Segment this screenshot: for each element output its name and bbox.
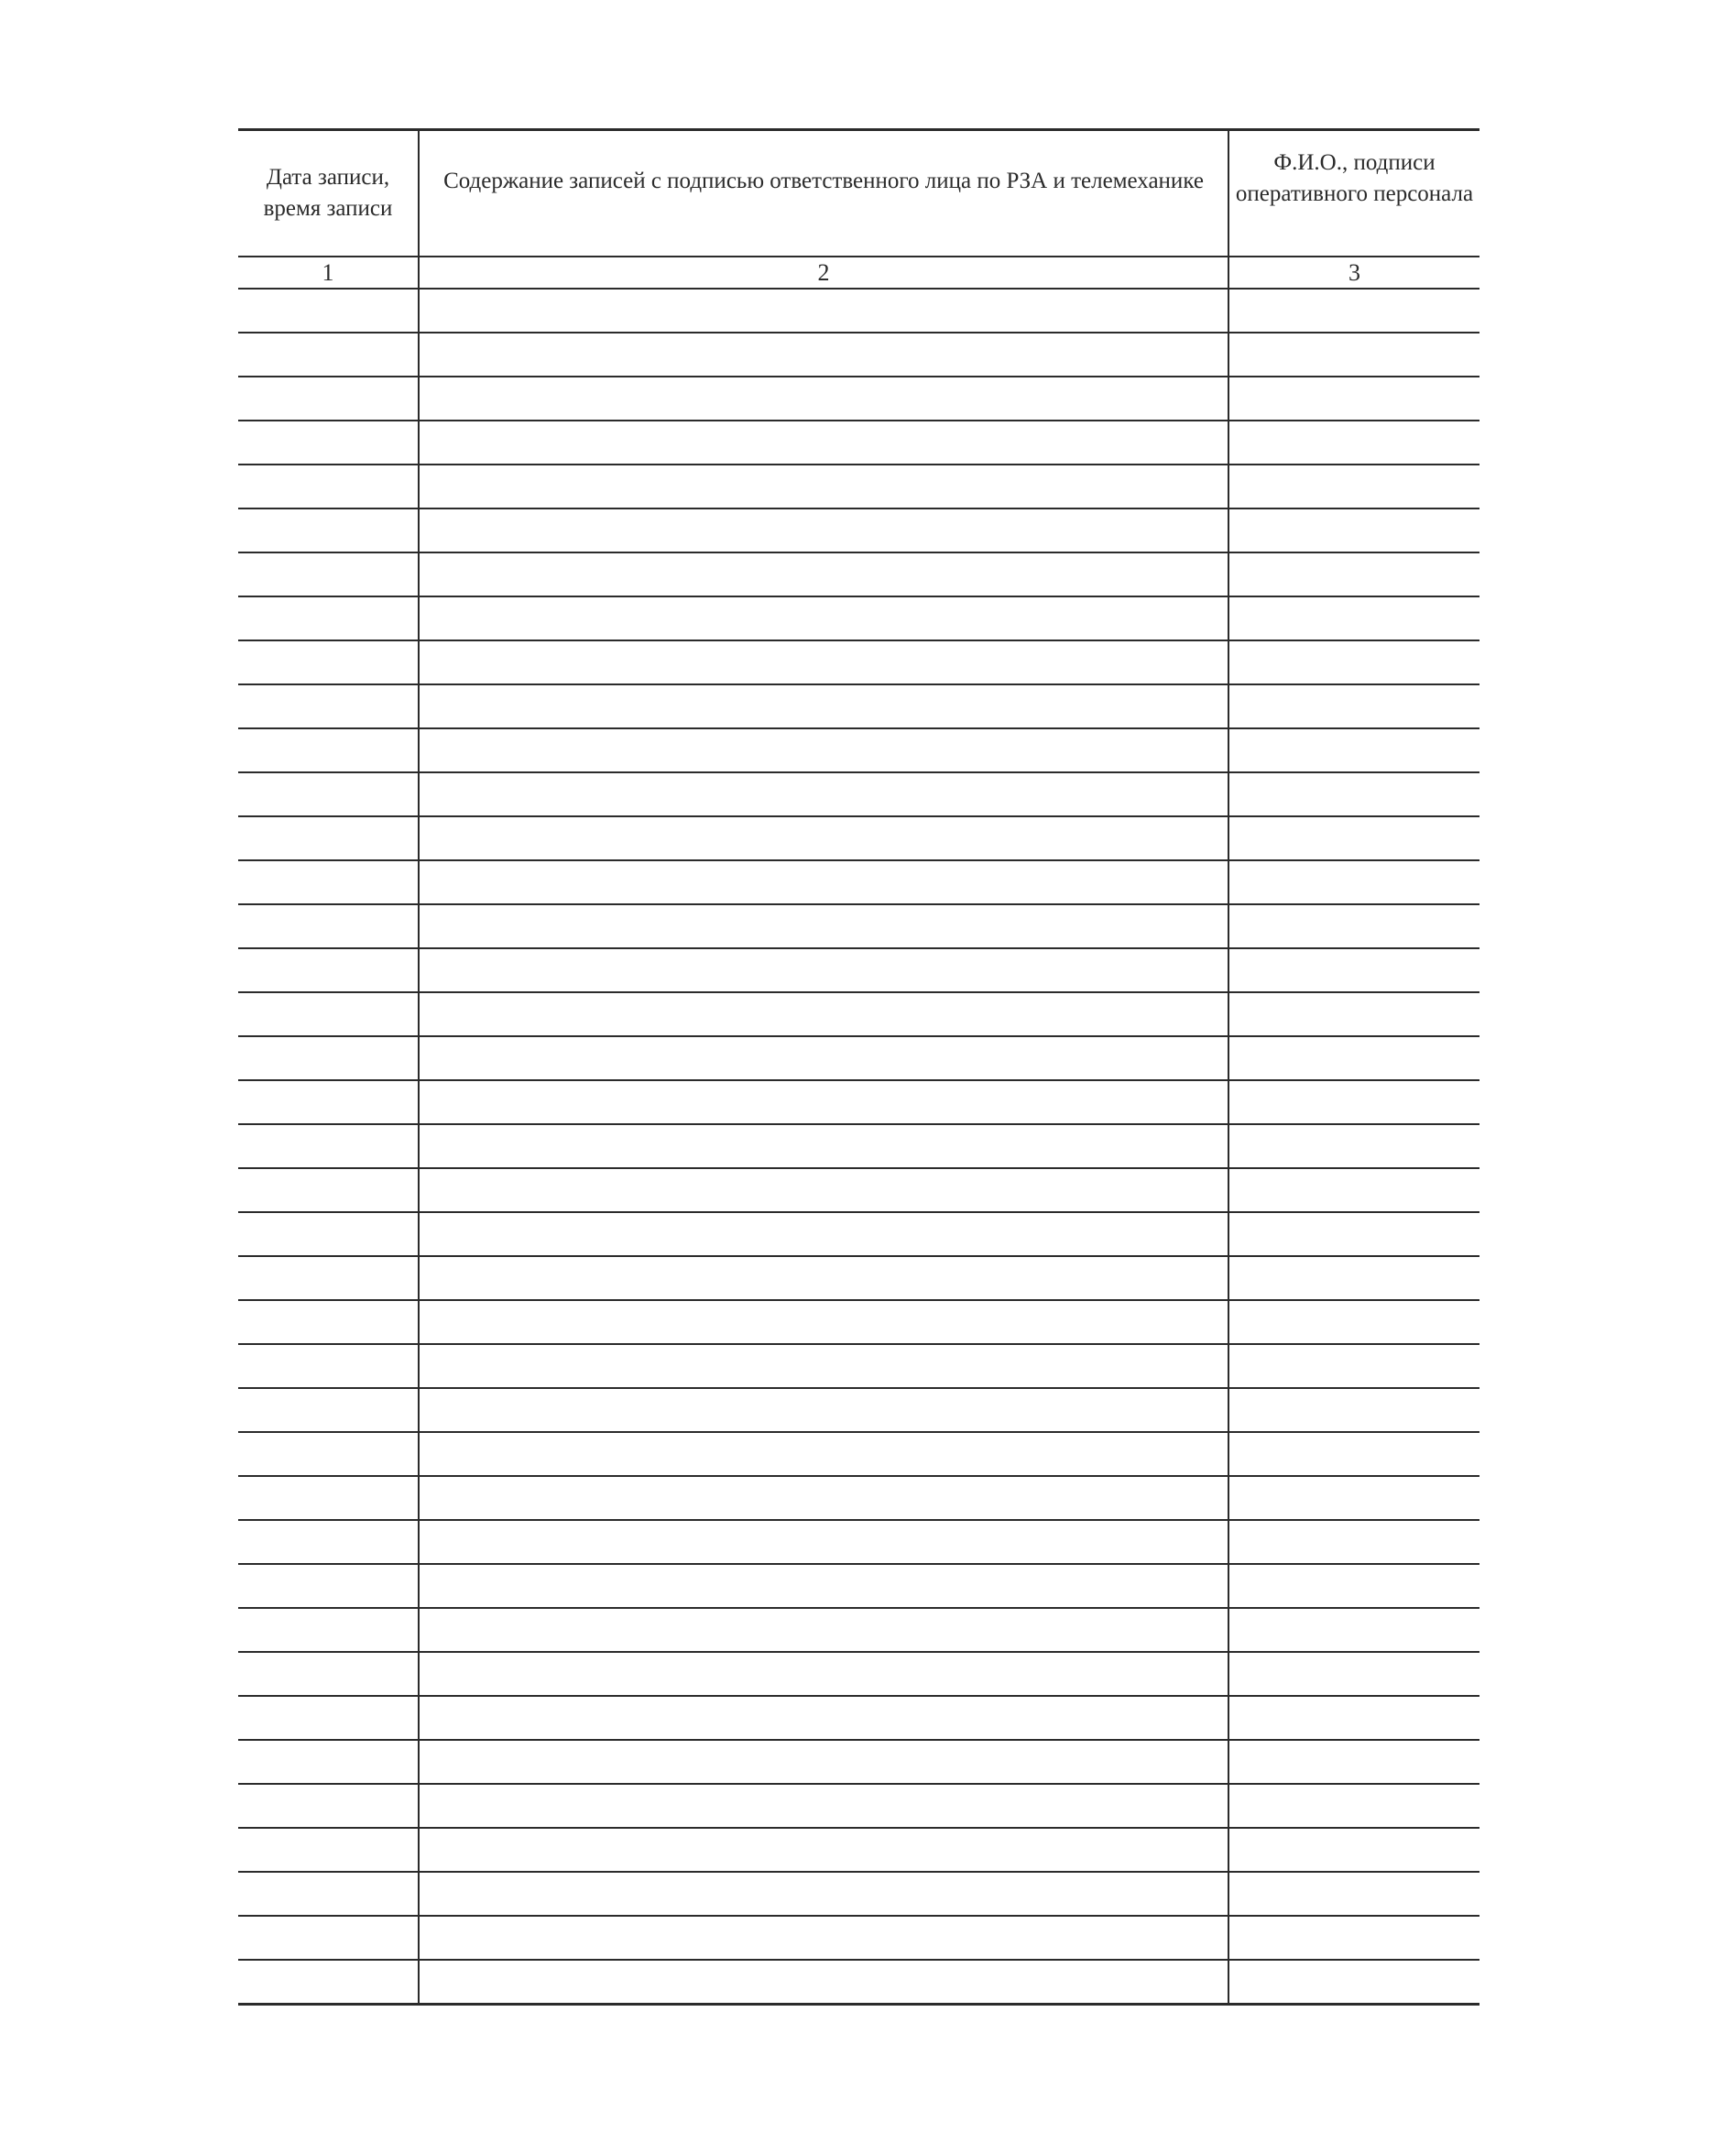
date-time-cell[interactable] [238,1916,419,1960]
table-row [238,1608,1479,1652]
date-time-cell[interactable] [238,1520,419,1564]
date-time-cell[interactable] [238,508,419,552]
signature-cell[interactable] [1228,1740,1479,1784]
date-time-cell[interactable] [238,1344,419,1388]
content-cell[interactable] [419,904,1228,948]
date-time-cell[interactable] [238,684,419,728]
table-row [238,421,1479,465]
signature-cell[interactable] [1228,1344,1479,1388]
content-cell[interactable] [419,1344,1228,1388]
header-content-label: Содержание записей с подписью ответственного лица по РЗА и телемеханике [443,169,1204,193]
signature-cell[interactable] [1228,1300,1479,1344]
table-row [238,289,1479,333]
signature-cell[interactable] [1228,1608,1479,1652]
content-cell[interactable] [419,1520,1228,1564]
content-cell[interactable] [419,684,1228,728]
date-time-cell[interactable] [238,596,419,640]
content-cell[interactable] [419,552,1228,596]
header-date-time [238,130,419,257]
table-row [238,508,1479,552]
journal-sheet [238,128,1479,2006]
signature-cell[interactable] [1228,1784,1479,1828]
content-cell[interactable] [419,992,1228,1036]
signature-cell[interactable] [1228,1476,1479,1520]
table-row [238,992,1479,1036]
table-row [238,1916,1479,1960]
signature-cell[interactable] [1228,1388,1479,1432]
table-row [238,1300,1479,1344]
signature-cell[interactable] [1228,333,1479,377]
content-cell[interactable] [419,1388,1228,1432]
signature-cell[interactable] [1228,596,1479,640]
date-time-cell[interactable] [238,860,419,904]
signature-cell[interactable] [1228,1960,1479,2005]
table-row [238,1036,1479,1080]
table-row [238,948,1479,992]
signature-cell[interactable] [1228,1432,1479,1476]
content-cell[interactable] [419,1124,1228,1168]
content-cell[interactable] [419,1476,1228,1520]
date-time-cell[interactable] [238,289,419,333]
signature-cell[interactable] [1228,816,1479,860]
date-time-cell[interactable] [238,728,419,772]
table-row [238,1784,1479,1828]
date-time-cell[interactable] [238,1872,419,1916]
date-time-cell[interactable] [238,1036,419,1080]
signature-cell[interactable] [1228,684,1479,728]
date-time-cell[interactable] [238,816,419,860]
date-time-cell[interactable] [238,552,419,596]
table-row [238,1476,1479,1520]
signature-cell[interactable] [1228,1696,1479,1740]
date-time-cell[interactable] [238,1168,419,1212]
table-row [238,333,1479,377]
date-time-cell[interactable] [238,1608,419,1652]
journal-table [238,128,1479,2006]
date-time-cell[interactable] [238,1124,419,1168]
signature-cell[interactable] [1228,421,1479,465]
content-cell[interactable] [419,1300,1228,1344]
date-time-cell[interactable] [238,377,419,421]
date-time-cell[interactable] [238,1256,419,1300]
content-cell[interactable] [419,421,1228,465]
signature-cell[interactable] [1228,1124,1479,1168]
content-cell[interactable] [419,816,1228,860]
table-row [238,377,1479,421]
table-row [238,552,1479,596]
content-cell[interactable] [419,1652,1228,1696]
header-signatures-label: Ф.И.О., подписи оперативного персонала [1235,150,1474,206]
signature-cell[interactable] [1228,1872,1479,1916]
table-row [238,640,1479,684]
table-row [238,1388,1479,1432]
table-row [238,684,1479,728]
signature-cell[interactable] [1228,772,1479,816]
date-time-cell[interactable] [238,1740,419,1784]
content-cell[interactable] [419,1696,1228,1740]
header-date-time-label: Дата записи, время записи [263,165,393,221]
date-time-cell[interactable] [238,1080,419,1124]
signature-cell[interactable] [1228,948,1479,992]
table-row [238,1432,1479,1476]
content-cell[interactable] [419,1036,1228,1080]
content-cell[interactable] [419,1872,1228,1916]
date-time-cell[interactable] [238,948,419,992]
date-time-cell[interactable] [238,1784,419,1828]
date-time-cell[interactable] [238,465,419,508]
date-time-cell[interactable] [238,772,419,816]
signature-cell[interactable] [1228,992,1479,1036]
signature-cell[interactable] [1228,1564,1479,1608]
content-cell[interactable] [419,1564,1228,1608]
content-cell[interactable] [419,948,1228,992]
content-cell[interactable] [419,772,1228,816]
date-time-cell[interactable] [238,992,419,1036]
table-row [238,1168,1479,1212]
date-time-cell[interactable] [238,421,419,465]
signature-cell[interactable] [1228,904,1479,948]
column-number-2: 2 [419,257,1228,289]
date-time-cell[interactable] [238,1564,419,1608]
signature-cell[interactable] [1228,1168,1479,1212]
signature-cell[interactable] [1228,1212,1479,1256]
table-row [238,1080,1479,1124]
table-row [238,465,1479,508]
signature-cell[interactable] [1228,377,1479,421]
table-row [238,1256,1479,1300]
table-row [238,860,1479,904]
content-cell[interactable] [419,640,1228,684]
header-content [419,130,1228,257]
date-time-cell[interactable] [238,640,419,684]
date-time-cell[interactable] [238,333,419,377]
content-cell[interactable] [419,1080,1228,1124]
content-cell[interactable] [419,596,1228,640]
date-time-cell[interactable] [238,1696,419,1740]
content-cell[interactable] [419,860,1228,904]
date-time-cell[interactable] [238,1960,419,2005]
signature-cell[interactable] [1228,728,1479,772]
header-signatures [1228,130,1479,257]
table-row [238,1212,1479,1256]
content-cell[interactable] [419,333,1228,377]
content-cell[interactable] [419,377,1228,421]
content-cell[interactable] [419,289,1228,333]
table-row [238,1696,1479,1740]
column-number-1: 1 [238,257,419,289]
content-cell[interactable] [419,508,1228,552]
signature-cell[interactable] [1228,289,1479,333]
signature-cell[interactable] [1228,465,1479,508]
table-row [238,1564,1479,1608]
table-row [238,1344,1479,1388]
signature-cell[interactable] [1228,1080,1479,1124]
signature-cell[interactable] [1228,860,1479,904]
column-number-3: 3 [1228,257,1479,289]
content-cell[interactable] [419,465,1228,508]
content-cell[interactable] [419,1828,1228,1872]
signature-cell[interactable] [1228,1828,1479,1872]
content-cell[interactable] [419,1168,1228,1212]
table-row [238,1520,1479,1564]
content-cell[interactable] [419,1916,1228,1960]
signature-cell[interactable] [1228,640,1479,684]
signature-cell[interactable] [1228,1036,1479,1080]
content-cell[interactable] [419,1432,1228,1476]
signature-cell[interactable] [1228,1916,1479,1960]
date-time-cell[interactable] [238,904,419,948]
journal-body [238,289,1479,2005]
table-row [238,1652,1479,1696]
table-row [238,728,1479,772]
content-cell[interactable] [419,1212,1228,1256]
date-time-cell[interactable] [238,1432,419,1476]
table-row [238,1960,1479,2005]
table-row [238,1740,1479,1784]
date-time-cell[interactable] [238,1476,419,1520]
table-row [238,1828,1479,1872]
content-cell[interactable] [419,1608,1228,1652]
table-row [238,1872,1479,1916]
date-time-cell[interactable] [238,1300,419,1344]
table-row [238,904,1479,948]
signature-cell[interactable] [1228,508,1479,552]
date-time-cell[interactable] [238,1388,419,1432]
date-time-cell[interactable] [238,1212,419,1256]
content-cell[interactable] [419,1256,1228,1300]
content-cell[interactable] [419,1740,1228,1784]
date-time-cell[interactable] [238,1828,419,1872]
signature-cell[interactable] [1228,1652,1479,1696]
content-cell[interactable] [419,1960,1228,2005]
column-number-row [238,257,1479,289]
header-row [238,130,1479,257]
table-row [238,772,1479,816]
content-cell[interactable] [419,728,1228,772]
table-row [238,1124,1479,1168]
date-time-cell[interactable] [238,1652,419,1696]
content-cell[interactable] [419,1784,1228,1828]
table-row [238,596,1479,640]
signature-cell[interactable] [1228,1520,1479,1564]
signature-cell[interactable] [1228,1256,1479,1300]
table-row [238,816,1479,860]
signature-cell[interactable] [1228,552,1479,596]
